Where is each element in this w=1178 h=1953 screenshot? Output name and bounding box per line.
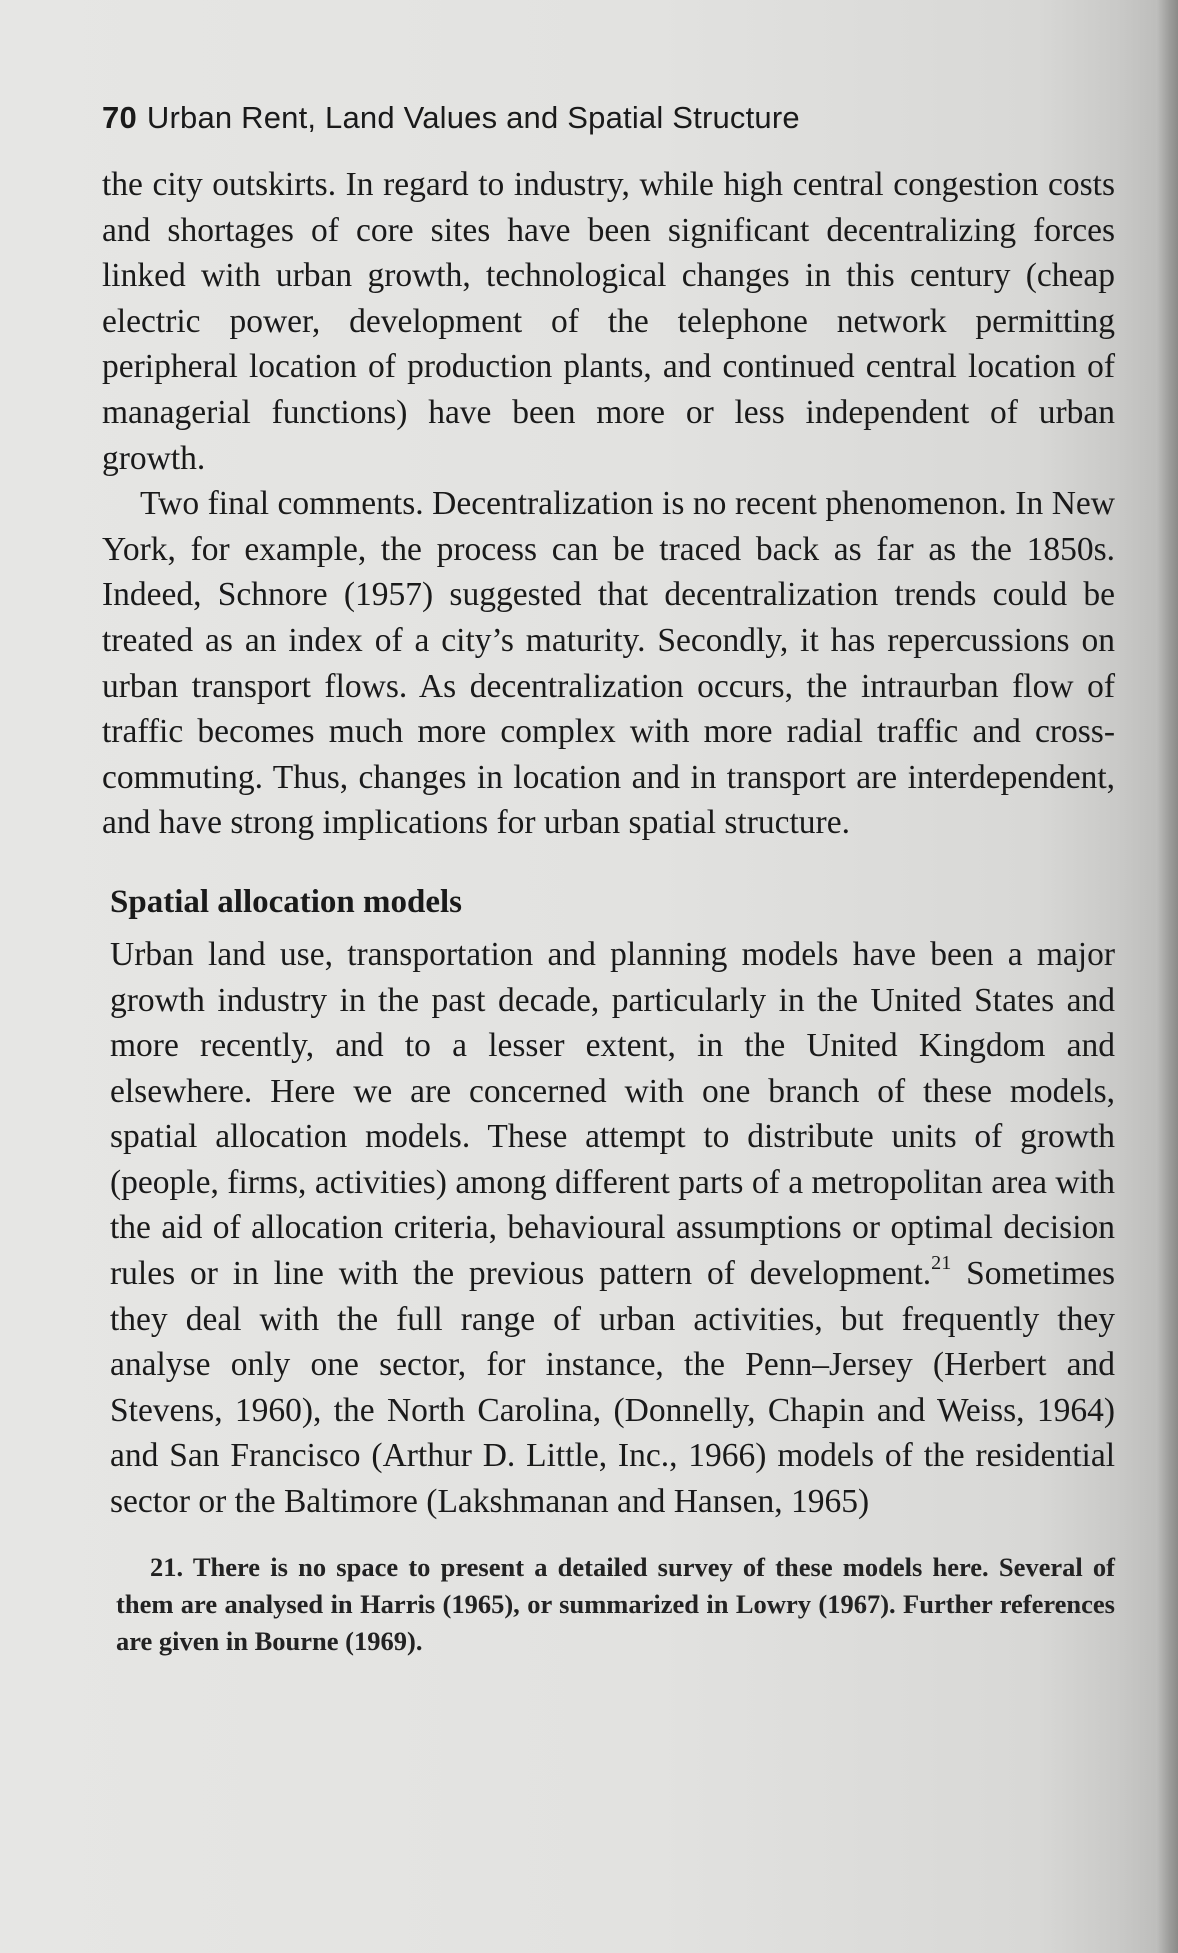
- running-head-title: Urban Rent, Land Values and Spatial Structure: [146, 100, 800, 135]
- body-text: [102, 162, 1115, 1660]
- paragraph-3-part-1: Urban land use, transportation and planning models have been a major growth industry in the past decade, particularly in the United States and more recently, and to a lesser extent, in the United Kingdom and elsewhere. Here we are concerned with one branch of these models, spatial allocation models. These attempt to distribute units of growth (people, firms, activities) among different parts of a metropolitan area with the aid of allocation criteria, behavioural assumptions or optimal decision rules or in line with the previous pattern of development.: [110, 935, 1115, 1293]
- paragraph-3-part-2: Sometimes they deal with the full range of urban activities, but frequently they analyse only one sector, for instance, the Penn–Jersey (Herbert and Stevens, 1960), the North Carolina, (Donnelly, Chapin and Weiss, 1964) and San Francisco (Arthur D. Little, Inc., 1966) models of the residential sector or the Baltimore (Lakshmanan and Hansen, 1965): [110, 1255, 1115, 1521]
- footnote: 21. There is no space to present a detailed survey of these models here. Several of them are analysed in Harris (1965), or summarized in Lowry (1967). Further references are given in Bourne (1969).: [116, 1551, 1115, 1656]
- paragraph-3: [110, 932, 1115, 1525]
- page-edge-shadow: [1156, 0, 1178, 1953]
- section-heading: Spatial allocation models: [110, 883, 463, 920]
- paragraph-1: the city outskirts. In regard to industry, while high central congestion costs and shortages of core sites have been significant decentralizing forces linked with urban growth, technological changes in this century (cheap electric power, development of the telephone network permitting peripheral location of production plants, and continued central location of managerial functions) have been more or less independent of urban growth.: [102, 166, 1115, 477]
- footnote-reference: 21: [931, 1252, 952, 1274]
- paragraph-2: Two final comments. Decentralization is no recent phenomenon. In New York, for example, the process can be traced back as far as the 1850s. Indeed, Schnore (1957) suggested that decentralization trends could be treated as an index of a city’s maturity. Secondly, it has repercussions on urban transport flows. As decentralization occurs, the intraurban flow of traffic becomes much more complex with more radial traffic and cross-commuting. Thus, changes in location and in transport are interdependent, and have strong implications for urban spatial structure.: [102, 485, 1115, 842]
- page-number: 70: [102, 100, 137, 135]
- running-head: [102, 100, 800, 136]
